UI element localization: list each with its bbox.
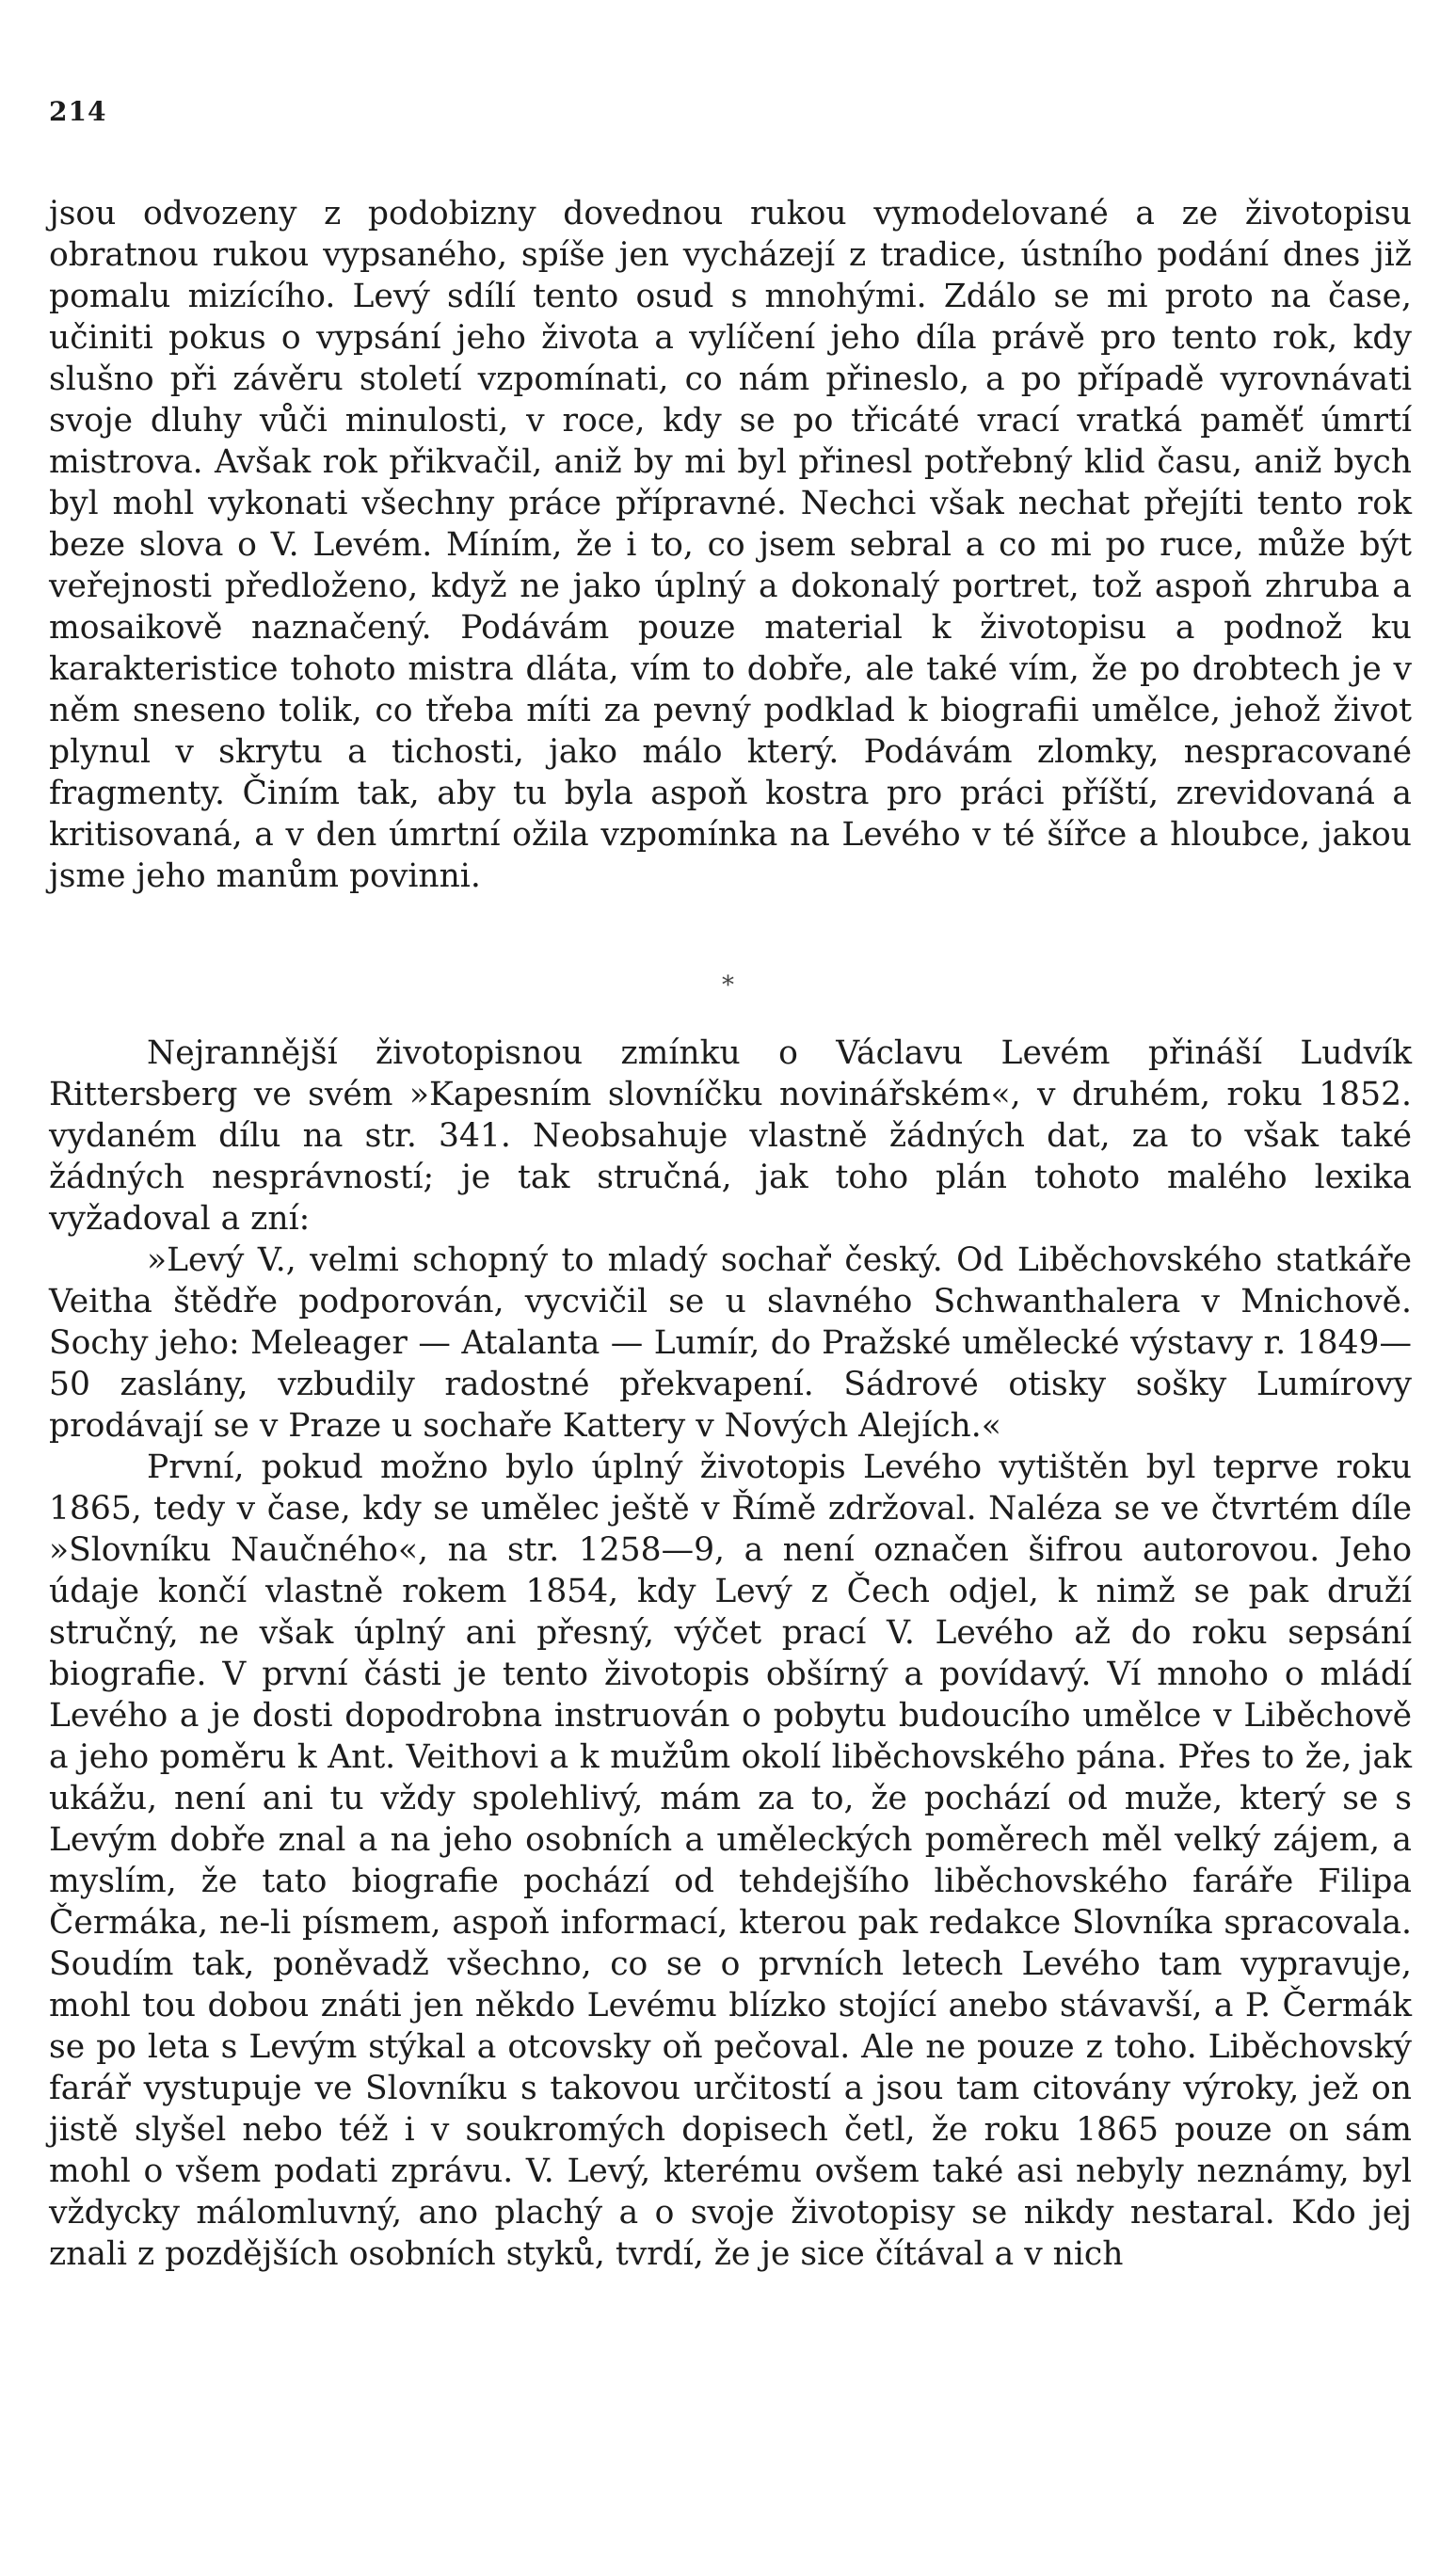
text-section-1	[49, 193, 1412, 897]
paragraph-continuation: jsou odvozeny z podobizny dovednou rukou vymodelované a ze životopisu obratnou rukou vypsaného, spíše jen vycházejí z tradice, ústního podání dnes již pomalu mizícího. Levý sdílí tento osud s mnohými. Zdálo se mi proto na čase, učiniti pokus o vypsání jeho života a vylíčení jeho díla právě pro tento rok, kdy slušno při závěru století vzpomínati, co nám přineslo, a po případě vyrovnávati svoje dluhy vůči minulosti, v roce, kdy se po třicáté vrací vratká paměť úmrtí mistrova. Avšak rok přikvačil, aniž by mi byl přinesl potřebný klid času, aniž bych byl mohl vykonati všechny práce přípravné. Nechci však nechat přejíti tento rok beze slova o V. Levém. Míním, že i to, co jsem sebral a co mi po ruce, může být veřejnosti předloženo, když ne jako úplný a dokonalý portret, tož aspoň zhruba a mosaikově naznačený. Podávám pouze material k životopisu a podnož ku karakteristice tohoto mistra dláta, vím to dobře, ale také vím, že po drobtech je v něm sneseno tolik, co třeba míti za pevný podklad k biografii umělce, jehož život plynul v skrytu a tichosti, jako málo který. Podávám zlomky, nespracované fragmenty. Činím tak, aby tu byla aspoň kostra pro práci příští, zrevidovaná a kritisovaná, a v den úmrtní ožila vzpomínka na Levého v té šířce a hloubce, jakou jsme jeho manům povinni.	[49, 195, 1412, 895]
paragraph-slovnik-naucny: První, pokud možno bylo úplný životopis Levého vytištěn byl teprve roku 1865, tedy v čase, kdy se umělec ještě v Římě zdržoval. Naléza se ve čtvrtém díle »Slovníku Naučného«, na str. 1258—9, a není označen šifrou autorovou. Jeho údaje končí vlastně rokem 1854, kdy Levý z Čech odjel, k nimž se pak druží stručný, ne však úplný ani přesný, výčet prací V. Levého až do roku sepsání biografie. V první části je tento životopis obšírný a povídavý. Ví mnoho o mládí Levého a je dosti dopodrobna instruován o pobytu budoucího umělce v Liběchově a jeho poměru k Ant. Veithovi a k mužům okolí liběchovského pána. Přes to že, jak ukážu, není ani tu vždy spolehlivý, mám za to, že pochází od muže, který se s Levým dobře znal a na jeho osobních a uměleckých poměrech měl velký zájem, a myslím, že tato biografie pochází od tehdejšího liběchovského faráře Filipa Čermáka, ne-li písmem, aspoň informací, kterou pak redakce Slovníka spracovala. Soudím tak, poněvadž všechno, co se o prvních letech Levého tam vypravuje, mohl tou dobou znáti jen někdo Levému blízko stojící anebo stávavší, a P. Čermák se po leta s Levým stýkal a otcovsky oň pečoval. Ale ne pouze z toho. Liběchovský farář vystupuje ve Slovníku s takovou určitostí a jsou tam citovány výroky, jež on jistě slyšel nebo též i v soukromých dopisech četl, že roku 1865 pouze on sám mohl o všem podati zprávu. V. Levý, kterému ovšem také asi nebyly neznámy, byl vždycky málomluvný, ano plachý a o svoje životopisy se nikdy nestaral. Kdo jej znali z pozdějších osobních styků, tvrdí, že je sice čítával a v nich	[49, 1448, 1412, 2273]
paragraph-rittersberg: Nejrannější životopisnou zmínku o Václavu Levém přináší Ludvík Rittersberg ve svém »Kapesním slovníčku novinářském«, v druhém, roku 1852. vydaném dílu na str. 341. Neobsahuje vlastně žádných dat, za to však také žádných nesprávností; je tak stručná, jak toho plán tohoto malého lexika vyžadoval a zní:	[49, 1034, 1412, 1238]
section-separator-asterisk: *	[722, 971, 734, 1000]
page-number: 214	[49, 96, 107, 127]
text-section-2	[49, 1032, 1412, 2275]
quotation-rittersberg: »Levý V., velmi schopný to mladý sochař český. Od Liběchovského statkáře Veitha štědře podporován, vycvičil se u slavného Schwanthalera v Mnichově. Sochy jeho: Meleager — Atalanta — Lumír, do Pražské umělecké výstavy r. 1849—50 zaslány, vzbudily radostné překvapení. Sádrové otisky sošky Lumírovy prodávají se v Praze u sochaře Kattery v Nových Alejích.«	[49, 1241, 1412, 1445]
